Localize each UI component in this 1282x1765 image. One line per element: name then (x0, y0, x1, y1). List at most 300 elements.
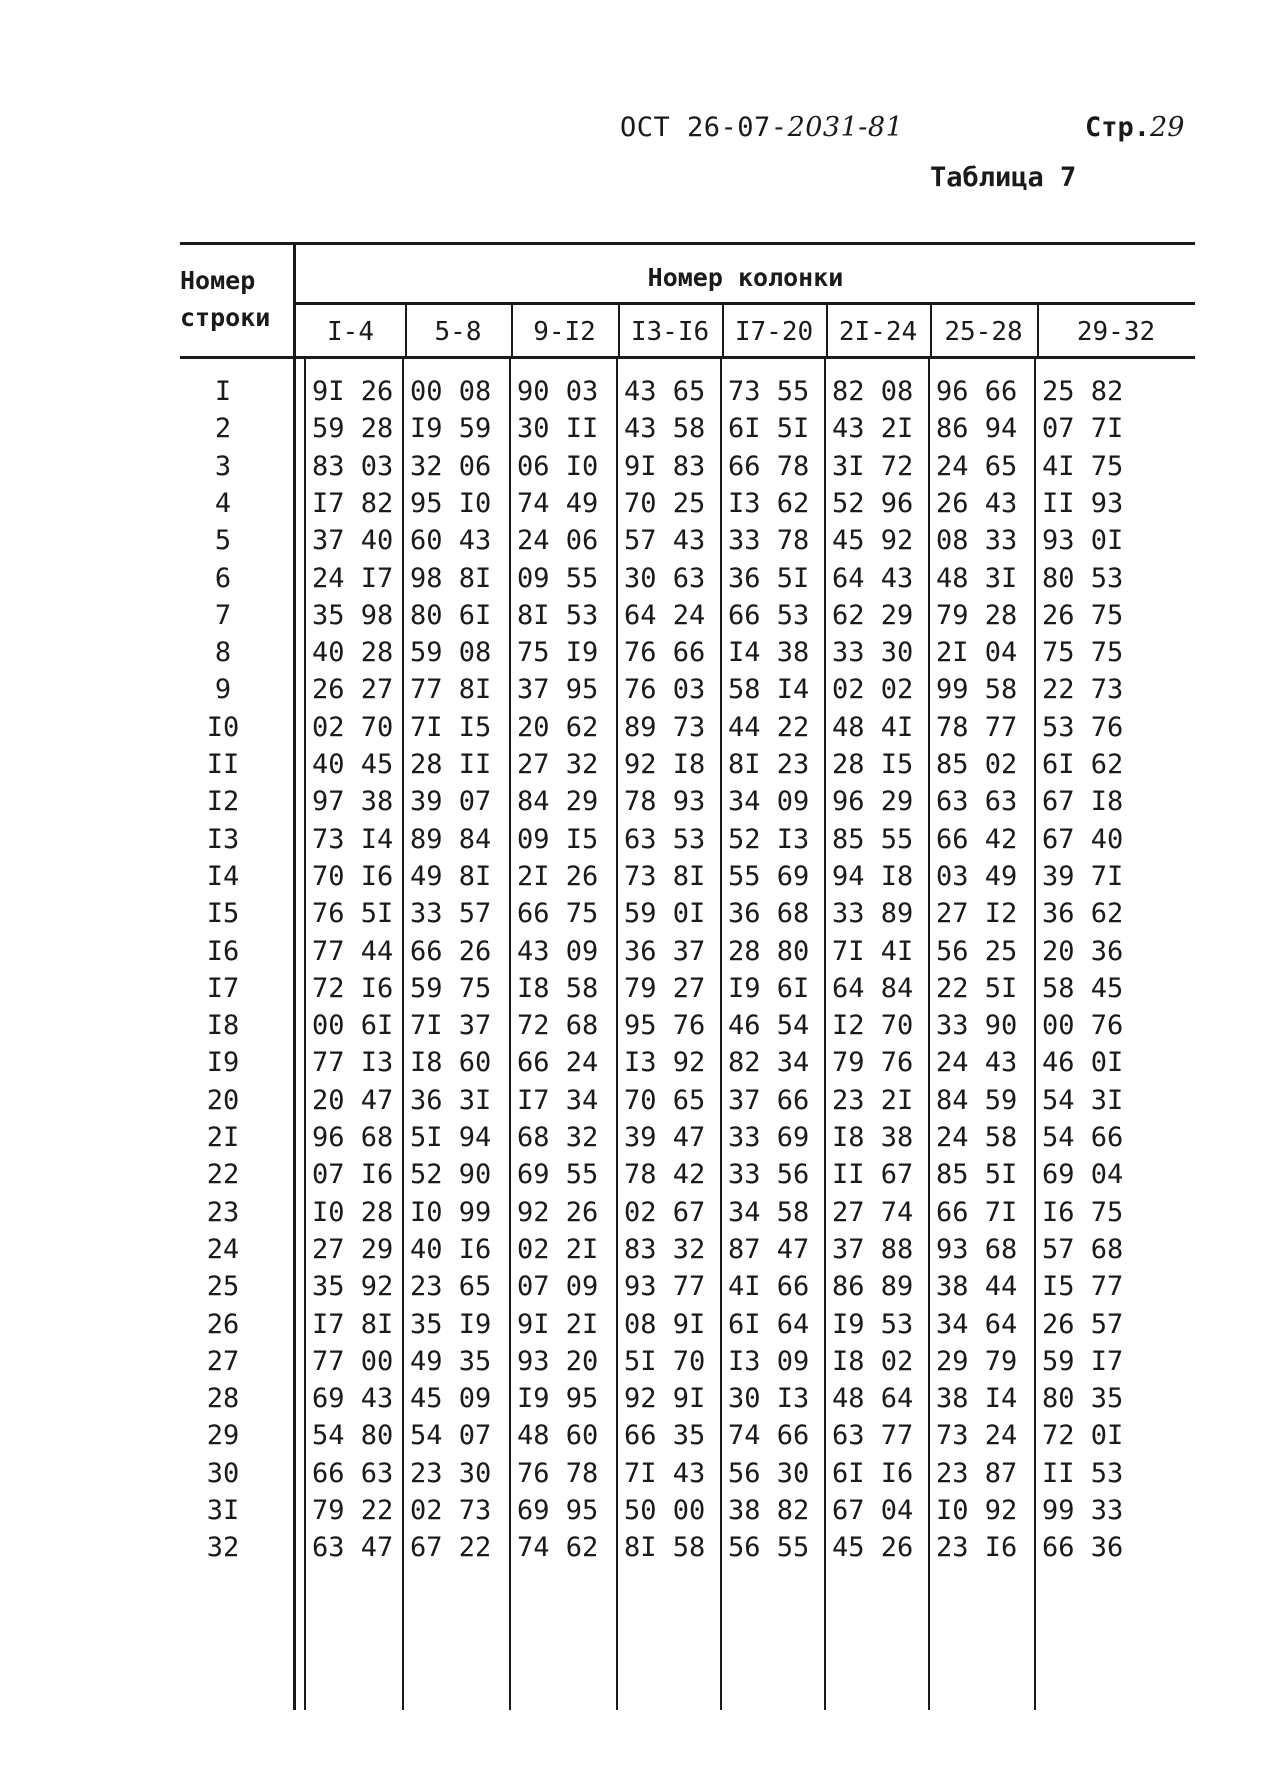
table-cell: 82 34 (728, 1047, 810, 1078)
row-number: 2I (206, 1122, 240, 1153)
table-cell: 49 8I (410, 861, 492, 892)
row-number: I5 (206, 898, 240, 929)
document-code (620, 112, 903, 143)
table-cell: I0 92 (936, 1495, 1018, 1526)
table-cell: 39 7I (1042, 861, 1124, 892)
table-cell: 96 68 (312, 1122, 394, 1153)
table-cell: 58 45 (1042, 973, 1124, 1004)
table-cell: 07 09 (517, 1271, 599, 1302)
table-cell: 7I I5 (410, 712, 492, 743)
table-cell: 94 I8 (832, 861, 914, 892)
row-number: 23 (206, 1197, 240, 1228)
table-cell: I8 02 (832, 1346, 914, 1377)
table-cell: 78 42 (624, 1159, 706, 1190)
row-number: 27 (206, 1346, 240, 1377)
table-cell: 73 55 (728, 376, 810, 407)
table-cell: 46 0I (1042, 1047, 1124, 1078)
row-number: 28 (206, 1383, 240, 1414)
table-cell: 43 65 (624, 376, 706, 407)
table-cell: 66 75 (517, 898, 599, 929)
table-cell: 08 33 (936, 525, 1018, 556)
table-cell: I6 75 (1042, 1197, 1124, 1228)
table-cell: 97 38 (312, 786, 394, 817)
table-cell: 77 44 (312, 936, 394, 967)
table-cell: 39 07 (410, 786, 492, 817)
column-group-header: 29-32 (1076, 317, 1156, 347)
table-cell: 84 29 (517, 786, 599, 817)
table-cell: 73 I4 (312, 824, 394, 855)
column-number-header: Номер колонки (647, 263, 844, 292)
table-cell: 64 24 (624, 600, 706, 631)
table-cell: 02 2I (517, 1234, 599, 1265)
table-cell: I9 53 (832, 1309, 914, 1340)
table-cell: 48 4I (832, 712, 914, 743)
table-cell: 39 47 (624, 1122, 706, 1153)
table-cell: 24 06 (517, 525, 599, 556)
column-divider (402, 356, 404, 1710)
table-cell: 54 66 (1042, 1122, 1124, 1153)
table-cell: 7I 37 (410, 1010, 492, 1041)
table-cell: 2I 26 (517, 861, 599, 892)
table-cell: 28 II (410, 749, 492, 780)
row-number-header-line1: Номер (180, 266, 256, 295)
page-number-value: 29 (1150, 112, 1185, 143)
table-cell: 48 3I (936, 563, 1018, 594)
row-number: 2 (214, 413, 232, 444)
table-cell: 93 68 (936, 1234, 1018, 1265)
table-cell: 40 28 (312, 637, 394, 668)
table-cell: 45 92 (832, 525, 914, 556)
table-cell: 36 68 (728, 898, 810, 929)
table-cell: 20 36 (1042, 936, 1124, 967)
table-cell: I4 38 (728, 637, 810, 668)
row-number: I2 (206, 786, 240, 817)
row-number: I8 (206, 1010, 240, 1041)
table-cell: 76 5I (312, 898, 394, 929)
row-number: I4 (206, 861, 240, 892)
table-cell: 8I 23 (728, 749, 810, 780)
row-number-header-line2: строки (180, 303, 271, 332)
table-title: Таблица 7 (930, 162, 1077, 193)
table-cell: 33 56 (728, 1159, 810, 1190)
table-cell: I2 70 (832, 1010, 914, 1041)
table-cell: 43 58 (624, 413, 706, 444)
table-cell: 40 I6 (410, 1234, 492, 1265)
table-cell: 6I 64 (728, 1309, 810, 1340)
table-cell: 45 09 (410, 1383, 492, 1414)
table-cell: 57 68 (1042, 1234, 1124, 1265)
table-cell: 52 I3 (728, 824, 810, 855)
table-cell: 56 25 (936, 936, 1018, 967)
row-number: 32 (206, 1532, 240, 1563)
column-group-header: I7-20 (734, 317, 814, 347)
column-group-header: 25-28 (944, 317, 1023, 347)
table-cell: I0 28 (312, 1197, 394, 1228)
table-cell: 26 57 (1042, 1309, 1124, 1340)
table-cell: 55 69 (728, 861, 810, 892)
column-divider (1034, 356, 1036, 1710)
table-cell: 02 67 (624, 1197, 706, 1228)
column-divider (720, 356, 722, 1710)
table-cell: 7I 43 (624, 1458, 706, 1489)
table-cell: 24 65 (936, 451, 1018, 482)
column-divider (824, 356, 826, 1710)
table-cell: 30 I3 (728, 1383, 810, 1414)
table-cell: II 67 (832, 1159, 914, 1190)
table-cell: I7 34 (517, 1085, 599, 1116)
table-cell: 76 66 (624, 637, 706, 668)
table-cell: 66 26 (410, 936, 492, 967)
table-cell: 86 94 (936, 413, 1018, 444)
table-cell: 40 45 (312, 749, 394, 780)
table-cell: 26 43 (936, 488, 1018, 519)
table-cell: 3I 72 (832, 451, 914, 482)
table-cell: 95 I0 (410, 488, 492, 519)
row-number: 24 (206, 1234, 240, 1265)
row-number: 3I (206, 1495, 240, 1526)
table-cell: 35 92 (312, 1271, 394, 1302)
table-cell: I3 92 (624, 1047, 706, 1078)
table-cell: 96 29 (832, 786, 914, 817)
table-cell: 26 27 (312, 674, 394, 705)
table-cell: 75 75 (1042, 637, 1124, 668)
table-cell: 80 35 (1042, 1383, 1124, 1414)
table-cell: 35 I9 (410, 1309, 492, 1340)
table-cell: 24 58 (936, 1122, 1018, 1153)
table-cell: 90 03 (517, 376, 599, 407)
table-cell: 02 70 (312, 712, 394, 743)
table-cell: 23 87 (936, 1458, 1018, 1489)
row-number: 6 (214, 563, 232, 594)
table-cell: 6I I6 (832, 1458, 914, 1489)
table-cell: 79 22 (312, 1495, 394, 1526)
row-number: I3 (206, 824, 240, 855)
table-cell: 43 2I (832, 413, 914, 444)
table-cell: 7I 4I (832, 936, 914, 967)
column-divider (928, 356, 930, 1710)
table-cell: I7 82 (312, 488, 394, 519)
page-label: Стр. (1085, 112, 1151, 143)
table-cell: 27 74 (832, 1197, 914, 1228)
table-cell: 89 73 (624, 712, 706, 743)
table-cell: 8I 53 (517, 600, 599, 631)
table-cell: 67 04 (832, 1495, 914, 1526)
table-cell: 03 49 (936, 861, 1018, 892)
table-cell: 92 26 (517, 1197, 599, 1228)
table-cell: 92 9I (624, 1383, 706, 1414)
table-cell: 82 08 (832, 376, 914, 407)
table-cell: 75 I9 (517, 637, 599, 668)
table-cell: 77 I3 (312, 1047, 394, 1078)
table-cell: 36 3I (410, 1085, 492, 1116)
table-cell: 83 32 (624, 1234, 706, 1265)
table-cell: 59 0I (624, 898, 706, 929)
document-code-prefix: ОСТ 26-07- (620, 112, 788, 143)
table-cell: 59 28 (312, 413, 394, 444)
table-cell: 69 43 (312, 1383, 394, 1414)
table-cell: 63 77 (832, 1420, 914, 1451)
row-number: 9 (214, 674, 232, 705)
table-cell: 44 22 (728, 712, 810, 743)
table-cell: I8 60 (410, 1047, 492, 1078)
table-cell: 37 95 (517, 674, 599, 705)
table-cell: 95 76 (624, 1010, 706, 1041)
table-cell: 20 47 (312, 1085, 394, 1116)
table-cell: 33 89 (832, 898, 914, 929)
table-cell: 83 03 (312, 451, 394, 482)
column-group-divider (405, 302, 407, 358)
table-cell: 70 I6 (312, 861, 394, 892)
table-cell: 27 32 (517, 749, 599, 780)
table-cell: 24 I7 (312, 563, 394, 594)
table-cell: 33 90 (936, 1010, 1018, 1041)
table-cell: I5 77 (1042, 1271, 1124, 1302)
table-cell: 34 09 (728, 786, 810, 817)
table-cell: 30 II (517, 413, 599, 444)
table-cell: 56 55 (728, 1532, 810, 1563)
column-group-header: I-4 (327, 317, 374, 347)
table-cell: 36 5I (728, 563, 810, 594)
column-group-header: 2I-24 (838, 317, 918, 347)
column-divider (616, 356, 618, 1710)
table-cell: 85 02 (936, 749, 1018, 780)
row-number: 25 (206, 1271, 240, 1302)
table-cell: 56 30 (728, 1458, 810, 1489)
column-group-header: I3-I6 (630, 317, 710, 347)
table-cell: 00 6I (312, 1010, 394, 1041)
table-cell: 27 29 (312, 1234, 394, 1265)
table-cell: 28 80 (728, 936, 810, 967)
row-number: 7 (214, 600, 232, 631)
table-cell: 66 24 (517, 1047, 599, 1078)
table-cell: I3 09 (728, 1346, 810, 1377)
table-cell: 92 I8 (624, 749, 706, 780)
page-number (1085, 112, 1184, 143)
table-cell: 6I 62 (1042, 749, 1124, 780)
table-cell: II 93 (1042, 488, 1124, 519)
table-cell: 73 8I (624, 861, 706, 892)
table-cell: 35 98 (312, 600, 394, 631)
table-cell: 24 43 (936, 1047, 1018, 1078)
table-cell: 07 7I (1042, 413, 1124, 444)
row-number: 20 (206, 1085, 240, 1116)
table-cell: 73 24 (936, 1420, 1018, 1451)
table-cell: 49 35 (410, 1346, 492, 1377)
table-cell: 54 80 (312, 1420, 394, 1451)
table-cell: 4I 66 (728, 1271, 810, 1302)
table-cell: 57 43 (624, 525, 706, 556)
table-cell: 72 68 (517, 1010, 599, 1041)
table-cell: I8 38 (832, 1122, 914, 1153)
table-cell: 52 90 (410, 1159, 492, 1190)
table-group-rule (296, 302, 1195, 305)
table-cell: I9 95 (517, 1383, 599, 1414)
row-number: I9 (206, 1047, 240, 1078)
table-cell: 63 53 (624, 824, 706, 855)
table-cell: 66 35 (624, 1420, 706, 1451)
table-cell: 72 0I (1042, 1420, 1124, 1451)
table-cell: 74 62 (517, 1532, 599, 1563)
table-cell: 38 I4 (936, 1383, 1018, 1414)
table-cell: 66 53 (728, 600, 810, 631)
table-cell: 23 65 (410, 1271, 492, 1302)
table-cell: 85 5I (936, 1159, 1018, 1190)
table-cell: 54 07 (410, 1420, 492, 1451)
table-cell: I0 99 (410, 1197, 492, 1228)
table-cell: 93 0I (1042, 525, 1124, 556)
table-cell: 50 00 (624, 1495, 706, 1526)
table-cell: I7 8I (312, 1309, 394, 1340)
table-cell: 25 82 (1042, 376, 1124, 407)
row-number: I6 (206, 936, 240, 967)
table-cell: 33 57 (410, 898, 492, 929)
row-number: II (206, 749, 240, 780)
table-cell: 6I 5I (728, 413, 810, 444)
table-cell: 93 20 (517, 1346, 599, 1377)
row-number-header (180, 262, 270, 336)
table-cell: 8I 58 (624, 1532, 706, 1563)
table-cell: 00 76 (1042, 1010, 1124, 1041)
row-number: 29 (206, 1420, 240, 1451)
column-group-header: 5-8 (434, 317, 482, 347)
table-cell: 08 9I (624, 1309, 706, 1340)
table-cell: 64 84 (832, 973, 914, 1004)
table-cell: 2I 04 (936, 637, 1018, 668)
table-header-rule (180, 356, 1195, 359)
table-cell: 66 42 (936, 824, 1018, 855)
table-cell: 66 36 (1042, 1532, 1124, 1563)
table-cell: 69 55 (517, 1159, 599, 1190)
table-cell: II 53 (1042, 1458, 1124, 1489)
table-cell: 23 I6 (936, 1532, 1018, 1563)
column-group-divider (722, 302, 724, 358)
table-cell: 67 40 (1042, 824, 1124, 855)
table-cell: 68 32 (517, 1122, 599, 1153)
table-cell: I8 58 (517, 973, 599, 1004)
table-cell: 9I 83 (624, 451, 706, 482)
table-cell: 32 06 (410, 451, 492, 482)
row-number: I0 (206, 712, 240, 743)
row-number: I7 (206, 973, 240, 1004)
table-cell: 38 44 (936, 1271, 1018, 1302)
table-cell: 60 43 (410, 525, 492, 556)
table-cell: 84 59 (936, 1085, 1018, 1116)
table-cell: 80 6I (410, 600, 492, 631)
table-cell: 46 54 (728, 1010, 810, 1041)
row-number: I (214, 376, 232, 407)
table-cell: 37 40 (312, 525, 394, 556)
table-cell: 9I 26 (312, 376, 394, 407)
table-cell: 58 I4 (728, 674, 810, 705)
table-row-label-divider (293, 242, 296, 1710)
table-cell: 22 73 (1042, 674, 1124, 705)
table-cell: 45 26 (832, 1532, 914, 1563)
table-cell: 69 04 (1042, 1159, 1124, 1190)
column-group-divider (511, 302, 513, 358)
table-cell: 22 5I (936, 973, 1018, 1004)
table-cell: 4I 75 (1042, 451, 1124, 482)
row-number: 26 (206, 1309, 240, 1340)
table-cell: 23 2I (832, 1085, 914, 1116)
table-cell: 02 02 (832, 674, 914, 705)
column-divider (304, 356, 306, 1710)
table-cell: 66 63 (312, 1458, 394, 1489)
table-cell: 30 63 (624, 563, 706, 594)
table-cell: 79 28 (936, 600, 1018, 631)
table-cell: 76 03 (624, 674, 706, 705)
document-code-number: 2031-81 (787, 112, 904, 143)
table-cell: 48 60 (517, 1420, 599, 1451)
row-number: 3 (214, 451, 232, 482)
table-cell: 53 76 (1042, 712, 1124, 743)
table-cell: 64 43 (832, 563, 914, 594)
table-cell: 26 75 (1042, 600, 1124, 631)
table-cell: 33 69 (728, 1122, 810, 1153)
table-cell: 27 I2 (936, 898, 1018, 929)
table-cell: 02 73 (410, 1495, 492, 1526)
column-group-header: 9-I2 (533, 317, 596, 347)
table-cell: 89 84 (410, 824, 492, 855)
table-cell: I9 6I (728, 973, 810, 1004)
table-cell: 79 76 (832, 1047, 914, 1078)
table-cell: 06 I0 (517, 451, 599, 482)
table-cell: 93 77 (624, 1271, 706, 1302)
table-cell: 59 75 (410, 973, 492, 1004)
table-cell: 07 I6 (312, 1159, 394, 1190)
row-number: 5 (214, 525, 232, 556)
row-number: 30 (206, 1458, 240, 1489)
table-cell: I3 62 (728, 488, 810, 519)
row-number: 22 (206, 1159, 240, 1190)
table-cell: 72 I6 (312, 973, 394, 1004)
table-cell: 38 82 (728, 1495, 810, 1526)
column-divider (509, 356, 511, 1710)
table-cell: 54 3I (1042, 1085, 1124, 1116)
table-cell: 99 33 (1042, 1495, 1124, 1526)
table-cell: 76 78 (517, 1458, 599, 1489)
table-cell: 36 62 (1042, 898, 1124, 929)
table-cell: 48 64 (832, 1383, 914, 1414)
table-cell: 80 53 (1042, 563, 1124, 594)
table-cell: 70 25 (624, 488, 706, 519)
table-cell: 70 65 (624, 1085, 706, 1116)
table-cell: 78 77 (936, 712, 1018, 743)
table-cell: 96 66 (936, 376, 1018, 407)
table-cell: 77 00 (312, 1346, 394, 1377)
table-cell: 98 8I (410, 563, 492, 594)
row-number: 4 (214, 488, 232, 519)
table-cell: 37 88 (832, 1234, 914, 1265)
table-cell: 59 I7 (1042, 1346, 1124, 1377)
table-cell: 5I 94 (410, 1122, 492, 1153)
table-cell: 36 37 (624, 936, 706, 967)
table-cell: 09 55 (517, 563, 599, 594)
table-cell: 74 49 (517, 488, 599, 519)
table-cell: 43 09 (517, 936, 599, 967)
table-cell: 63 47 (312, 1532, 394, 1563)
table-cell: 33 78 (728, 525, 810, 556)
table-cell: 23 30 (410, 1458, 492, 1489)
table-cell: 77 8I (410, 674, 492, 705)
table-cell: 69 95 (517, 1495, 599, 1526)
table-cell: 78 93 (624, 786, 706, 817)
table-cell: 66 7I (936, 1197, 1018, 1228)
table-cell: I9 59 (410, 413, 492, 444)
column-group-divider (618, 302, 620, 358)
table-cell: 85 55 (832, 824, 914, 855)
row-number: 8 (214, 637, 232, 668)
column-group-divider (826, 302, 828, 358)
